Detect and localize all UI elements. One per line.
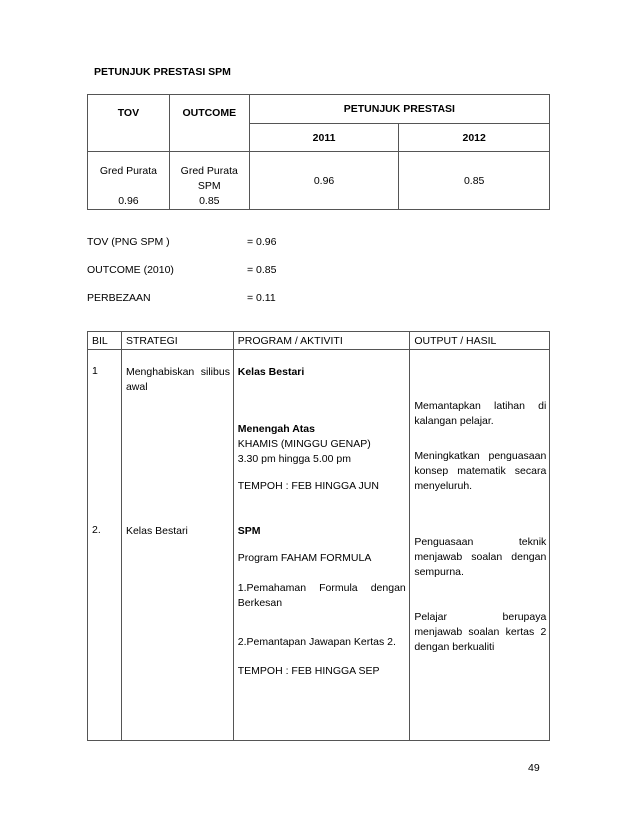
summary-key: TOV (PNG SPM )	[87, 236, 170, 248]
bil-cell	[88, 350, 122, 741]
col-program: PROGRAM / AKTIVITI	[233, 332, 410, 350]
summary-key: OUTCOME (2010)	[87, 264, 174, 276]
perf-outcome-label-1: Gred Purata	[180, 165, 238, 177]
col-strategi: STRATEGI	[121, 332, 233, 350]
page-number: 49	[528, 762, 540, 774]
row1-bil: 1	[92, 365, 98, 377]
strategi-cell	[121, 350, 233, 741]
row1-output-2: Meningkatkan penguasaan konsep matematik secara menyeluruh.	[414, 450, 547, 492]
perf-outcome-label-2: SPM	[197, 180, 221, 192]
perf-year-2011: 2011	[249, 124, 399, 152]
row2-program-line: Program FAHAM FORMULA	[237, 552, 372, 564]
perf-year-2012: 2012	[399, 124, 550, 152]
row1-program-tempoh: TEMPOH : FEB HINGGA JUN	[237, 480, 379, 492]
perf-value-row	[88, 152, 550, 210]
perf-outcome-cell	[169, 152, 249, 210]
col-bil: BIL	[88, 332, 122, 350]
summary-value: = 0.11	[247, 292, 276, 304]
perf-tov-cell	[88, 152, 170, 210]
perf-tov-value: 0.96	[118, 195, 139, 207]
perf-col-outcome: OUTCOME	[169, 95, 249, 152]
program-cell	[233, 350, 410, 741]
summary-value: = 0.96	[247, 236, 277, 248]
strategy-body-row	[88, 350, 550, 741]
row2-output-2: Pelajar berupaya menjawab soalan kertas 2 dengan berkualiti	[414, 611, 547, 653]
row1-strategi: Menghabiskan silibus awal	[125, 366, 230, 393]
summary-value: = 0.85	[247, 264, 277, 276]
summary-key: PERBEZAAN	[87, 292, 151, 304]
row1-output-1: Memantapkan latihan di kalangan pelajar.	[414, 400, 547, 427]
page-heading: PETUNJUK PRESTASI SPM	[94, 66, 231, 78]
row1-program-detail: Menengah Atas KHAMIS (MINGGU GENAP) 3.30 pm hingga 5.00 pm	[237, 423, 371, 465]
perf-col-petunjuk: PETUNJUK PRESTASI	[249, 95, 549, 124]
row2-program-item2: 2.Pemantapan Jawapan Kertas 2.	[237, 636, 396, 648]
row1-program-title: Kelas Bestari	[237, 366, 305, 378]
perf-tov-label: Gred Purata	[99, 165, 158, 177]
perf-value-2012: 0.85	[399, 152, 550, 210]
row2-program-title: SPM	[237, 525, 261, 537]
row2-program-item1: 1.Pemahaman Formula dengan Berkesan	[237, 582, 406, 609]
row2-strategi: Kelas Bestari	[125, 525, 188, 537]
output-cell	[410, 350, 550, 741]
perf-value-2011: 0.96	[249, 152, 399, 210]
row2-output-1: Penguasaan teknik menjawab soalan dengan sempurna.	[414, 536, 547, 578]
perf-header-row	[88, 95, 550, 124]
perf-col-tov: TOV	[88, 95, 170, 152]
strategy-header-row	[88, 332, 550, 350]
row2-program-tempoh: TEMPOH : FEB HINGGA SEP	[237, 665, 380, 677]
performance-table	[87, 94, 550, 210]
perf-outcome-value: 0.85	[199, 195, 220, 207]
strategy-table	[87, 331, 550, 741]
row2-bil: 2.	[92, 524, 101, 536]
col-output: OUTPUT / HASIL	[410, 332, 550, 350]
